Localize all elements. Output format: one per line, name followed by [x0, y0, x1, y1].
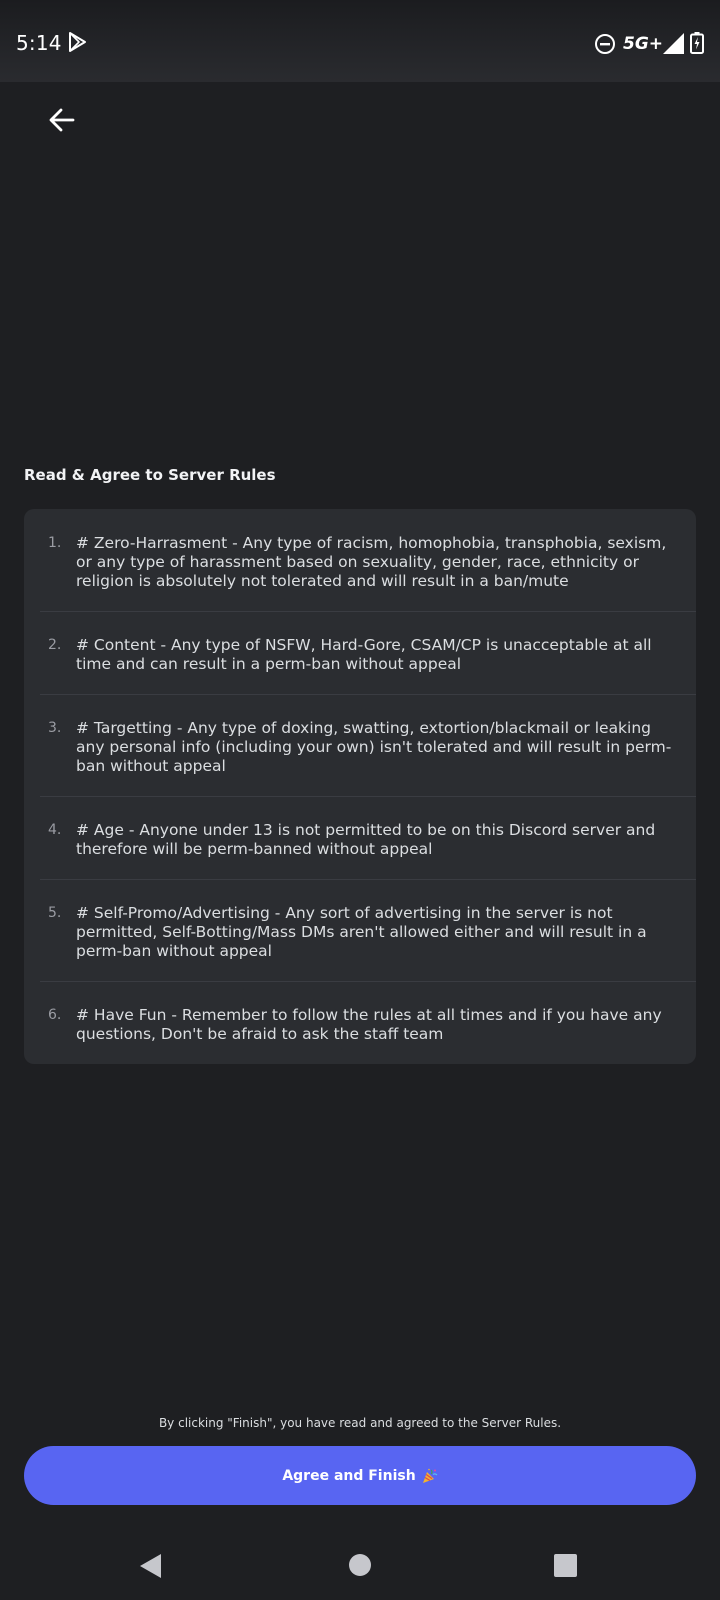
play-store-icon [65, 30, 89, 54]
agreement-note: By clicking "Finish", you have read and agreed to the Server Rules. [158, 1416, 562, 1430]
nav-home-icon[interactable] [349, 1554, 371, 1576]
rule-text: # Targetting - Any type of doxing, swatting, extortion/blackmail or leaking any personal info (including your own) isn't tolerated and will result in perm-ban without appeal [76, 719, 672, 775]
party-popper-icon [422, 1468, 438, 1484]
rule-item [24, 694, 696, 796]
signal-icon [663, 33, 684, 54]
do-not-disturb-icon [594, 33, 616, 55]
rule-number: 4. [48, 822, 62, 838]
arrow-left-icon [49, 108, 75, 132]
agree-and-finish-button[interactable] [24, 1446, 696, 1505]
rule-number: 2. [48, 637, 62, 653]
rule-text: # Zero-Harrasment - Any type of racism, homophobia, transphobia, sexism, or any type of harassment based on sexuality, gender, race, ethnicity or religion is absolutely not tolerated and will result in a ban/mute [76, 534, 667, 590]
rule-text: # Content - Any type of NSFW, Hard-Gore, CSAM/CP is unacceptable at all time and can result in a perm-ban without appeal [76, 636, 652, 673]
rule-item [24, 879, 696, 981]
rule-number: 6. [48, 1007, 62, 1023]
battery-charging-icon [690, 32, 704, 54]
section-title: Read & Agree to Server Rules [24, 466, 276, 484]
rules-list [24, 509, 696, 1064]
rule-item [24, 796, 696, 879]
finish-button-label: Agree and Finish [282, 1467, 416, 1484]
rule-text: # Have Fun - Remember to follow the rules at all times and if you have any questions, Don't be afraid to ask the staff team [76, 1006, 662, 1043]
rule-text: # Age - Anyone under 13 is not permitted to be on this Discord server and therefore will be perm-banned without appeal [76, 821, 656, 858]
rule-item [24, 981, 696, 1064]
status-bar [0, 0, 720, 82]
back-button[interactable] [40, 98, 84, 142]
nav-recents-icon[interactable] [554, 1554, 577, 1577]
rule-number: 1. [48, 535, 62, 551]
nav-back-icon[interactable] [139, 1553, 163, 1579]
rule-item [24, 509, 696, 611]
rule-number: 3. [48, 720, 62, 736]
rule-number: 5. [48, 905, 62, 921]
rule-item [24, 611, 696, 694]
rule-text: # Self-Promo/Advertising - Any sort of advertising in the server is not permitted, Self-Botting/Mass DMs aren't allowed either and will result in a perm-ban without appeal [76, 904, 647, 960]
status-time: 5:14 [16, 31, 62, 55]
network-label: 5G+ [623, 34, 664, 54]
